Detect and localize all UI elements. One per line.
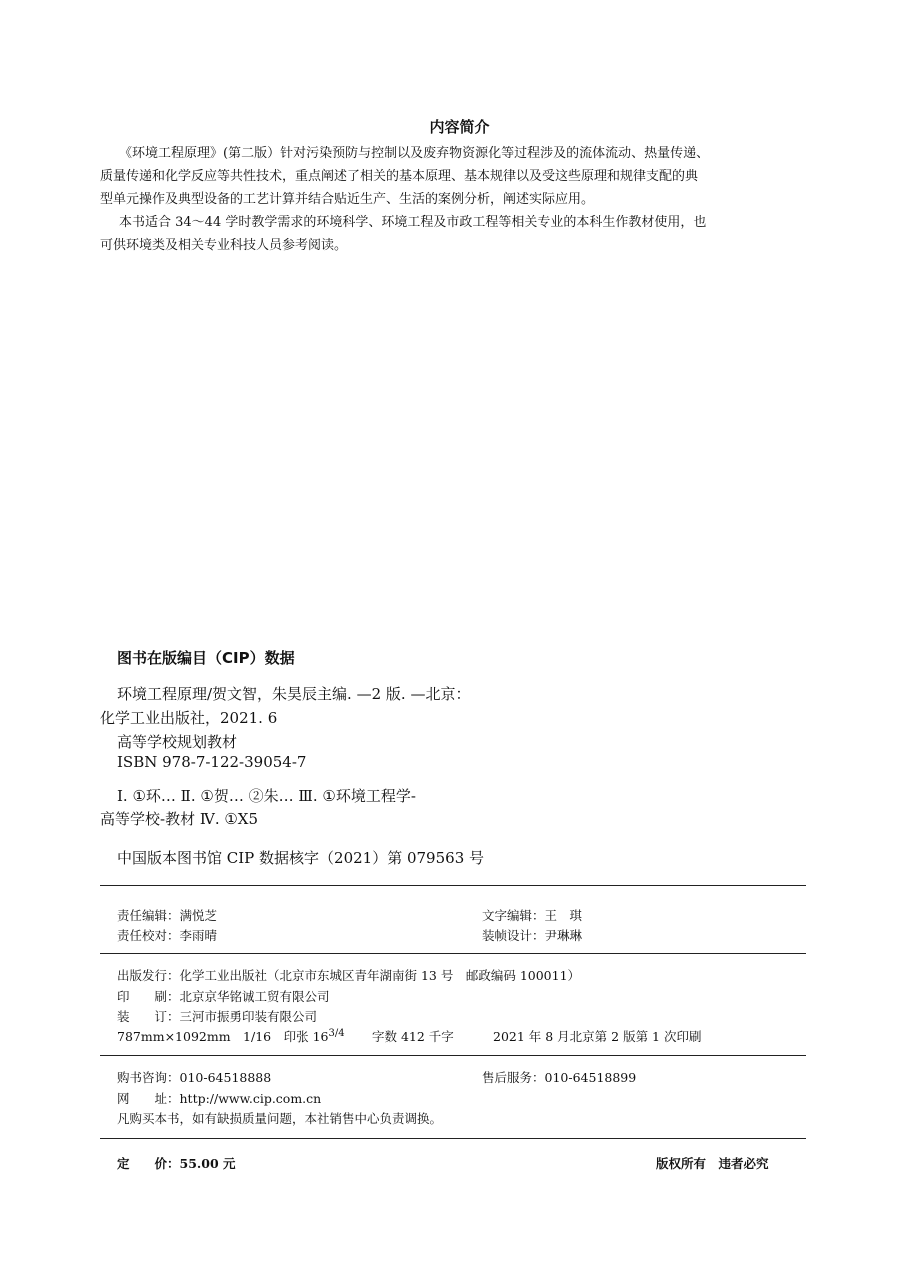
credit-editor: 责任编辑：满悦芝: [117, 908, 218, 923]
divider-4: [100, 1138, 806, 1139]
summary-para2-line2: 可供环境类及相关专业科技人员参考阅读。: [100, 238, 348, 253]
contact-service: 售后服务：010-64518899: [482, 1070, 637, 1085]
cip-line-6: 高等学校-教材 Ⅳ. ①X5: [100, 810, 259, 828]
cip-title: 图书在版编目（CIP）数据: [117, 649, 295, 667]
pub-printer: 印 刷：北京京华铭诚工贸有限公司: [117, 989, 330, 1004]
pub-words: 字数 412 千字: [372, 1029, 454, 1044]
divider-2: [100, 953, 806, 954]
divider-3: [100, 1055, 806, 1056]
pub-edition: 2021 年 8 月北京第 2 版第 1 次印刷: [493, 1029, 702, 1044]
cip-line-1: 环境工程原理/贺文智，朱昊辰主编. —2 版. —北京：: [117, 685, 471, 703]
contact-purchase: 购书咨询：010-64518888: [117, 1070, 272, 1085]
credit-text-editor: 文字编辑：王 琪: [482, 908, 583, 923]
summary-title: 内容简介: [429, 118, 490, 136]
summary-para1-line2: 质量传递和化学反应等共性技术，重点阐述了相关的基本原理、基本规律以及受这些原理和规律支配的典: [100, 169, 699, 184]
summary-para2-line1: 本书适合 34～44 学时教学需求的环境科学、环境工程及市政工程等相关专业的本科生作教材使用，也: [119, 215, 707, 230]
cip-line-4: ISBN 978-7-122-39054-7: [117, 753, 307, 771]
contact-notice: 凡购买本书，如有缺损质量问题，本社销售中心负责调换。: [117, 1111, 443, 1126]
contact-website: 网 址：http://www.cip.com.cn: [117, 1091, 322, 1106]
pub-format: [117, 1027, 345, 1045]
cip-line-3: 高等学校规划教材: [117, 733, 238, 751]
summary-para1-line1: 《环境工程原理》(第二版）针对污染预防与控制以及废弃物资源化等过程涉及的流体流动、热量传递、: [119, 146, 710, 161]
divider-1: [100, 885, 806, 886]
footer-copyright: 版权所有 违者必究: [656, 1156, 769, 1171]
summary-para1-line3: 型单元操作及典型设备的工艺计算并结合贴近生产、生活的案例分析，阐述实际应用。: [100, 192, 595, 207]
pub-binder: 装 订：三河市振勇印装有限公司: [117, 1009, 318, 1024]
pub-sheets-fraction: 3/4: [328, 1027, 345, 1039]
credit-proofreader: 责任校对：李雨晴: [117, 928, 218, 943]
pub-publisher: 出版发行：化学工业出版社（北京市东城区青年湖南街 13 号 邮政编码 100011）: [117, 968, 581, 983]
cip-line-5: Ⅰ. ①环… Ⅱ. ①贺… ②朱… Ⅲ. ①环境工程学-: [117, 787, 416, 805]
footer-price: 定 价：55.00 元: [117, 1156, 236, 1171]
cip-line-7: 中国版本图书馆 CIP 数据核字（2021）第 079563 号: [117, 849, 485, 867]
cip-line-2: 化学工业出版社，2021. 6: [100, 709, 278, 727]
pub-format-main: 787mm×1092mm 1/16 印张 16: [117, 1029, 329, 1044]
credit-designer: 装帧设计：尹琳琳: [482, 928, 583, 943]
